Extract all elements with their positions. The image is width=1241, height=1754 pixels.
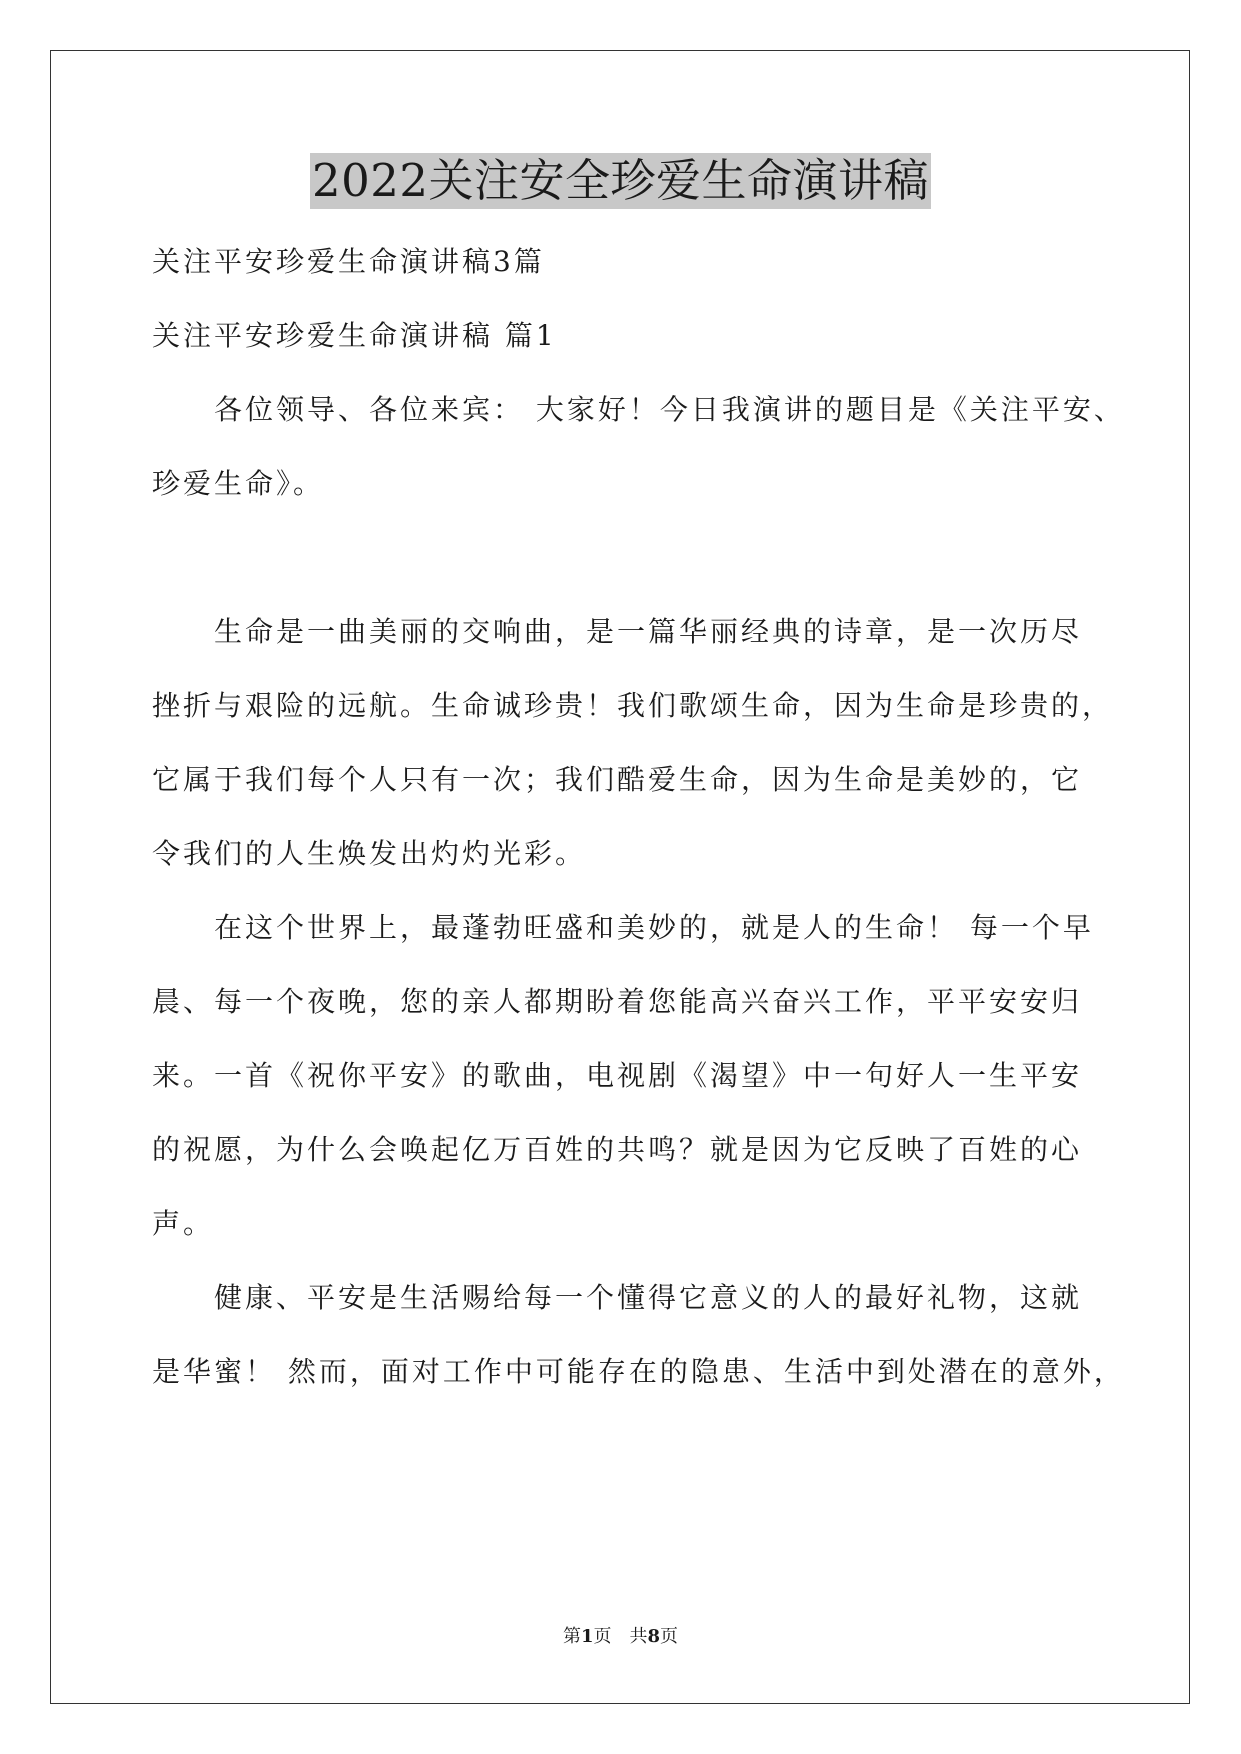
body-line: 它属于我们每个人只有一次；我们酷爱生命，因为生命是美妙的，它 bbox=[152, 763, 1083, 796]
body-line: 的祝愿，为什么会唤起亿万百姓的共鸣？就是因为它反映了百姓的心 bbox=[152, 1133, 1083, 1166]
body-line: 声。 bbox=[152, 1207, 215, 1240]
footer-page-total: 8 bbox=[647, 1626, 661, 1647]
body-line: 挫折与艰险的远航。生命诚珍贵！我们歌颂生命，因为生命是珍贵的， bbox=[152, 689, 1114, 722]
page-footer bbox=[0, 1625, 1241, 1649]
body-line: 令我们的人生焕发出灼灼光彩。 bbox=[152, 837, 587, 870]
body-line: 各位领导、各位来宾： 大家好！今日我演讲的题目是《关注平安、 bbox=[214, 393, 1125, 426]
body-line: 是华蜜！ 然而，面对工作中可能存在的隐患、生活中到处潜在的意外， bbox=[152, 1355, 1125, 1388]
footer-prefix: 第 bbox=[562, 1626, 581, 1647]
section-heading: 关注平安珍爱生命演讲稿 篇1 bbox=[152, 319, 557, 352]
body-line: 生命是一曲美丽的交响曲，是一篇华丽经典的诗章，是一次历尽 bbox=[214, 615, 1083, 648]
footer-mid: 页 共 bbox=[593, 1626, 648, 1647]
body-line: 珍爱生命》。 bbox=[152, 467, 325, 500]
document-subtitle: 关注平安珍爱生命演讲稿3篇 bbox=[152, 245, 545, 278]
body-line: 健康、平安是生活赐给每一个懂得它意义的人的最好礼物，这就 bbox=[214, 1281, 1083, 1314]
body-line: 来。一首《祝你平安》的歌曲，电视剧《渴望》中一句好人一生平安 bbox=[152, 1059, 1083, 1092]
body-line: 晨、每一个夜晚，您的亲人都期盼着您能高兴奋兴工作，平平安安归 bbox=[152, 985, 1083, 1018]
page-border bbox=[50, 50, 1190, 1704]
document-title bbox=[0, 153, 1241, 209]
footer-suffix: 页 bbox=[660, 1626, 679, 1647]
body-line: 在这个世界上，最蓬勃旺盛和美妙的，就是人的生命！ 每一个早 bbox=[214, 911, 1094, 944]
footer-page-current: 1 bbox=[580, 1626, 594, 1647]
document-title-text: 2022关注安全珍爱生命演讲稿 bbox=[311, 154, 930, 207]
